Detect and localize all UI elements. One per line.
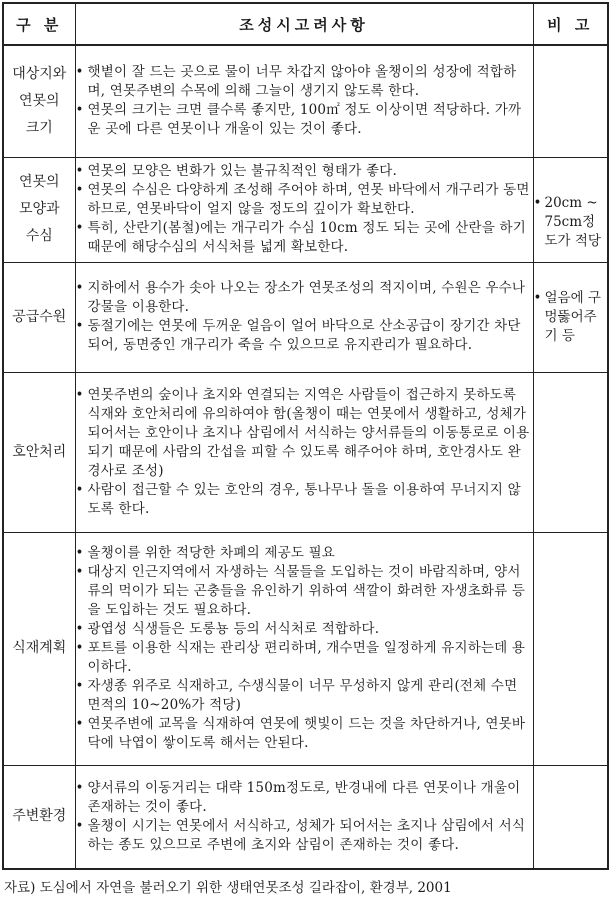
category-line: 공급수원 (12, 308, 67, 325)
list-item: • 연못주변의 숲이나 초지와 연결되는 지역은 사람들이 접근하지 못하도록 식재와 호안처리에 유의하여야 함(올챙이 때는 연못에서 생활하고, 성체가 되어서는 호안이나 초지나 삼림에서 서식하는 양서류들의 이동통로로 이용되기 때문에 사람의 간섭을 피할 수 있도록 해주어야 하며, 호안경사도 완경사로 조성) (76, 386, 533, 481)
row-note (533, 157, 608, 262)
source-citation: 자료) 도심에서 자연을 불러오기 위한 생태연못조성 길라잡이, 환경부, 2001 (4, 880, 452, 896)
category-line: 주변환경 (12, 808, 67, 825)
table-row (3, 532, 608, 765)
list-item: • 동절기에는 연못에 두꺼운 얼음이 얼어 바닥으로 산소공급이 장기간 차단되어, 동면중인 개구리가 죽을 수 있으므로 유지관리가 필요하다. (76, 317, 533, 355)
list-item: • 햇볕이 잘 드는 곳으로 물이 너무 차갑지 않아야 올챙이의 성장에 적합하며, 연못주변의 수목에 의해 그늘이 생기지 않도록 한다. (76, 63, 533, 101)
header-considerations: 조성시고려사항 (75, 3, 533, 45)
row-content (75, 157, 533, 262)
table-row (3, 262, 608, 372)
header-category: 구 분 (3, 3, 75, 45)
list-item: • 대상지 인근지역에서 자생하는 식물들을 도입하는 것이 바람직하며, 양서류의 먹이가 되는 곤충들을 유인하기 위하여 색깔이 화려한 자생초화류 등을 도입하는 것도 필요하다. (76, 563, 533, 620)
list-item: • 양서류의 이동거리는 대략 150m정도로, 반경내에 다른 연못이나 개울이 존재하는 것이 좋다. (76, 779, 533, 817)
category-line: 연못의 (18, 174, 60, 190)
list-item: • 포트를 이용한 식재는 관리상 편리하며, 개수면을 일정하게 유지하는데 용이하다. (76, 639, 533, 677)
row-note (533, 262, 608, 372)
category-line: 호안처리 (12, 443, 67, 460)
note-text: • 20cm ~ 75cm정도가 적당 (534, 194, 608, 251)
header-note: 비 고 (533, 3, 608, 45)
row-content (75, 45, 533, 157)
list-item: • 자생종 위주로 식재하고, 수생식물이 너무 무성하지 않게 관리(전체 수면 면적의 10~20%가 적당) (76, 677, 533, 715)
category-line: 수심 (25, 228, 53, 244)
list-item: • 연못의 모양은 변화가 있는 불규칙적인 형태가 좋다. (76, 162, 533, 181)
list-item: • 특히, 산란기(봄철)에는 개구리가 수심 10cm 정도 되는 곳에 산란을 하기 때문에 해당수심의 서식처를 넓게 확보한다. (76, 219, 533, 257)
category-line: 모양과 (18, 201, 60, 217)
table-row (3, 372, 608, 532)
row-category (3, 765, 75, 869)
row-note (533, 532, 608, 765)
row-category (3, 45, 75, 157)
list-item: • 연못의 크기는 크면 클수록 좋지만, 100㎡ 정도 이상이면 적당하다. 가까운 곳에 다른 연못이나 개울이 있는 것이 좋다. (76, 101, 533, 139)
category-line: 식재계획 (12, 640, 67, 656)
row-content (75, 532, 533, 765)
row-note (533, 372, 608, 532)
list-item: • 연못의 수심은 다양하게 조성해 주어야 하며, 연못 바닥에서 개구리가 동면하므로, 연못바닥이 얼지 않을 정도의 깊이가 확보한다. (76, 181, 533, 219)
list-item: • 연못주변에 교목을 식재하여 연못에 햇빛이 드는 것을 차단하거나, 연못바닥에 낙엽이 쌓이도록 해서는 안된다. (76, 715, 533, 753)
list-item: • 올챙이를 위한 적당한 차폐의 제공도 필요 (76, 544, 533, 563)
table-row (3, 765, 608, 869)
table-header-row (3, 3, 608, 45)
list-item: • 광엽성 식생들은 도롱뇽 등의 서식처로 적합하다. (76, 620, 533, 639)
row-content (75, 372, 533, 532)
table-row (3, 157, 608, 262)
row-category (3, 372, 75, 532)
row-category (3, 532, 75, 765)
row-note (533, 45, 608, 157)
row-content (75, 262, 533, 372)
category-line: 연못의 (18, 92, 60, 109)
category-line: 대상지와 (12, 65, 67, 82)
list-item: • 사람이 접근할 수 있는 호안의 경우, 통나무나 돌을 이용하여 무너지지 않도록 한다. (76, 481, 533, 519)
list-item: • 올챙이 시기는 연못에서 서식하고, 성체가 되어서는 초지나 삼림에서 서식하는 종도 있으므로 주변에 초지와 삼림이 존재하는 것이 좋다. (76, 817, 533, 855)
note-text: • 얼음에 구멍뚫어주기 등 (534, 289, 608, 346)
considerations-table (2, 2, 609, 870)
row-category (3, 262, 75, 372)
row-category (3, 157, 75, 262)
row-note (533, 765, 608, 869)
table-row (3, 45, 608, 157)
category-line: 크기 (25, 119, 53, 136)
row-content (75, 765, 533, 869)
list-item: • 지하에서 용수가 솟아 나오는 장소가 연못조성의 적지이며, 수원은 우수나 강물을 이용한다. (76, 279, 533, 317)
